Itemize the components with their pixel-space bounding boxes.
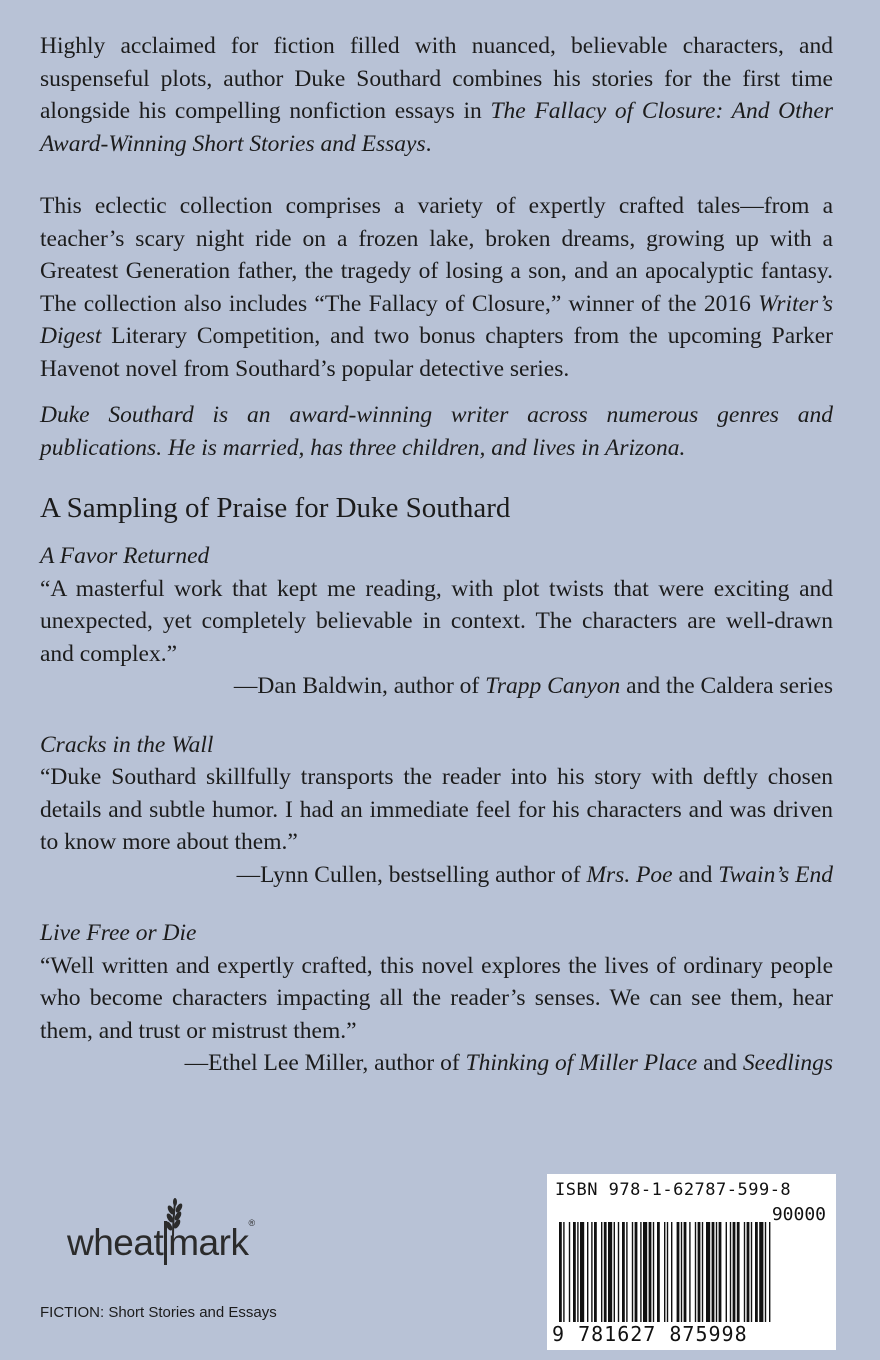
praise-book-title: Cracks in the Wall <box>40 731 214 758</box>
praise-attribution: —Lynn Cullen, bestselling author of Mrs. Poe and Twain’s End <box>236 861 833 888</box>
barcode-bars-icon <box>559 1222 827 1322</box>
praise-quote: “Duke Southard skillfully transports the reader into his story with deftly chosen details and subtle humor. I had an immediate feel for his characters and was driven to know more about them.” <box>40 764 833 855</box>
publisher-block <box>40 1198 320 1348</box>
isbn-label: ISBN 978-1-62787-599-8 <box>555 1180 792 1200</box>
author-bio: Duke Southard is an award-winning writer across numerous genres and publications. He is married, has three children, and lives in Arizona. <box>40 402 833 461</box>
publisher-logo: wheat mark® <box>67 1218 255 1263</box>
praise-attribution: —Dan Baldwin, author of Trapp Canyon and the Caldera series <box>233 673 833 699</box>
ean-number: 9 781627 875998 <box>552 1322 748 1346</box>
book-title: The Fallacy of Closure: And Other Award-Winning Short Stories and Essays <box>40 98 834 157</box>
praise-heading: A Sampling of Praise for Duke Southard <box>40 492 511 524</box>
description-paragraph-1: Highly acclaimed for fiction filled with nuanced, believable characters, and suspenseful plots, author Duke Southard combines his stories for the first time alongside his compelling nonfiction essays in The Fallacy of Closure: And Other Award-Winning Short Stories and Essays. <box>40 33 834 157</box>
publication-name: Writer’s Digest <box>40 290 833 349</box>
praise-attribution: —Ethel Lee Miller, author of Thinking of Miller Place and Seedlings <box>184 1050 833 1076</box>
praise-item <box>40 917 833 1080</box>
praise-book-title: Live Free or Die <box>40 920 197 946</box>
praise-quote: “A masterful work that kept me reading, with plot twists that were exciting and unexpected, yet completely believable in context. The characters are well-drawn and complex.” <box>40 575 833 667</box>
back-cover-text <box>40 30 833 1106</box>
genre-label: FICTION: Short Stories and Essays <box>40 1304 277 1321</box>
praise-item <box>40 540 833 703</box>
description-paragraph-2: This eclectic collection comprises a variety of expertly crafted tales—from a teacher’s scary night ride on a frozen lake, broken dreams, growing up with a Greatest Generation father, the tragedy of losing a son, and an apocalyptic fantasy. The collection also includes “The Fallacy of Closure,” winner of the 2016 Writer’s Digest Literary Competition, and two bonus chapters from the upcoming Parker Havenot novel from Southard’s popular detective series. <box>40 193 833 382</box>
price-code: 90000 <box>771 1204 826 1225</box>
praise-book-title: A Favor Returned <box>40 543 210 569</box>
praise-quote: “Well written and expertly crafted, this novel explores the lives of ordinary people who become characters impacting all the reader’s senses. We can see them, hear them, and trust or mistrust them.” <box>40 952 833 1044</box>
barcode <box>547 1174 836 1350</box>
praise-item <box>40 729 833 892</box>
